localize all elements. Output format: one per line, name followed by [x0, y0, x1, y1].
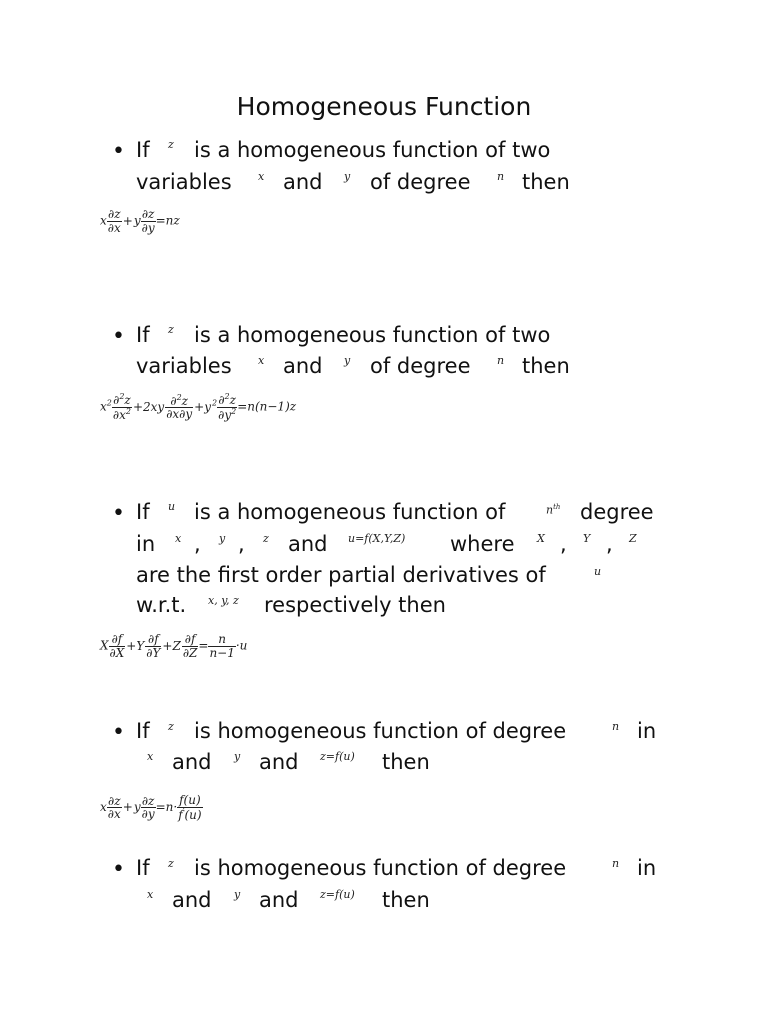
item3-comma-2: , — [238, 532, 245, 556]
item5-var-n: n — [612, 857, 620, 870]
item4-word-then: then — [382, 750, 430, 774]
item1-text: is a homogeneous function of two — [194, 138, 551, 162]
item3-word-respectively: respectively then — [264, 593, 446, 617]
item3-var-X: X — [537, 532, 545, 545]
item2-var-x: x — [258, 354, 265, 367]
item4-var-z: z — [168, 720, 174, 733]
item5-var-z: z — [168, 857, 174, 870]
item4-var-n: n — [612, 720, 620, 733]
item1-var-z: z — [168, 138, 174, 151]
item4-word-and-2: and — [259, 750, 299, 774]
item1-word-then: then — [522, 170, 570, 194]
item2-word-of-degree: of degree — [370, 354, 471, 378]
page-title: Homogeneous Function — [236, 92, 532, 121]
item3-var-Z: Z — [629, 532, 637, 545]
item4-word-and-1: and — [172, 750, 212, 774]
bullet-3: • — [112, 501, 125, 526]
item3-word-if: If — [136, 500, 150, 524]
item2-var-y: y — [344, 354, 351, 367]
item5-var-x: x — [147, 888, 154, 901]
item3-var-u-2: u — [594, 565, 602, 578]
item3-word-where: where — [450, 532, 515, 556]
item3-comma-4: , — [606, 532, 613, 556]
formula-2: $x^2$ $\frac{\partial^2z}{\partial x^2}$ +2xy $\frac{\partial^2z}{\partial x\partial y}$ $+y^2$ $\frac{\partial^2z}{\partial y^2}$ =n(n−1)z — [100, 392, 297, 422]
item5-function: z=f(u) — [320, 888, 355, 901]
item2-var-z: z — [168, 323, 174, 336]
bullet-2: • — [112, 324, 125, 349]
item5-word-if: If — [136, 856, 150, 880]
formula-4: x $\frac{\partial z}{\partial x}$ +y $\frac{\partial z}{\partial y}$ =n· $\frac{f(u)}{f'(u)}$ — [100, 793, 202, 822]
item3-var-u: u — [168, 500, 176, 513]
item3-function: u=f(X,Y,Z) — [348, 532, 406, 545]
item4-function: z=f(u) — [320, 750, 355, 763]
item4-var-y: y — [234, 750, 241, 763]
item3-word-degree: degree — [580, 500, 654, 524]
item5-word-then: then — [382, 888, 430, 912]
item2-var-n: n — [497, 354, 505, 367]
item3-vars-xyz: x, y, z — [208, 594, 239, 607]
item1-word-of-degree: of degree — [370, 170, 471, 194]
item1-var-y: y — [344, 170, 351, 183]
item3-text: is a homogeneous function of — [194, 500, 506, 524]
item2-word-variables: variables — [136, 354, 232, 378]
bullet-1: • — [112, 139, 125, 164]
item4-var-x: x — [147, 750, 154, 763]
formula-3: X $\frac{\partial f}{\partial X}$ +Y $\frac{\partial f}{\partial Y}$ +Z $\frac{\partial f}{\partial Z}$ = $\frac{n}{n-1}$ ·u — [100, 632, 248, 660]
item4-word-if: If — [136, 719, 150, 743]
item3-degree-n: $n^{th}$ — [546, 503, 561, 517]
item4-word-in: in — [637, 719, 657, 743]
item4-text: is homogeneous function of degree — [194, 719, 567, 743]
item5-var-y: y — [234, 888, 241, 901]
item3-comma-3: , — [560, 532, 567, 556]
formula-1: x $\frac{\partial z}{\partial x}$ +y $\frac{\partial z}{\partial y}$ =nz — [100, 207, 180, 235]
item3-var-z: z — [263, 532, 269, 545]
item1-var-x: x — [258, 170, 265, 183]
item1-word-variables: variables — [136, 170, 232, 194]
item3-word-wrt: w.r.t. — [136, 593, 187, 617]
item5-text: is homogeneous function of degree — [194, 856, 567, 880]
bullet-5: • — [112, 857, 125, 882]
item1-var-n: n — [497, 170, 505, 183]
item3-word-and: and — [288, 532, 328, 556]
item3-comma-1: , — [194, 532, 201, 556]
item1-word-if: If — [136, 138, 150, 162]
item5-word-in: in — [637, 856, 657, 880]
item3-var-y: y — [219, 532, 226, 545]
item3-word-in: in — [136, 532, 156, 556]
item2-word-then: then — [522, 354, 570, 378]
item1-word-and: and — [283, 170, 323, 194]
bullet-4: • — [112, 720, 125, 745]
item2-word-if: If — [136, 323, 150, 347]
item3-line3-text: are the first order partial derivatives of — [136, 563, 546, 587]
item5-word-and-2: and — [259, 888, 299, 912]
item5-word-and-1: and — [172, 888, 212, 912]
item2-word-and: and — [283, 354, 323, 378]
item2-text: is a homogeneous function of two — [194, 323, 551, 347]
item3-var-Y: Y — [583, 532, 591, 545]
item3-var-x: x — [175, 532, 182, 545]
